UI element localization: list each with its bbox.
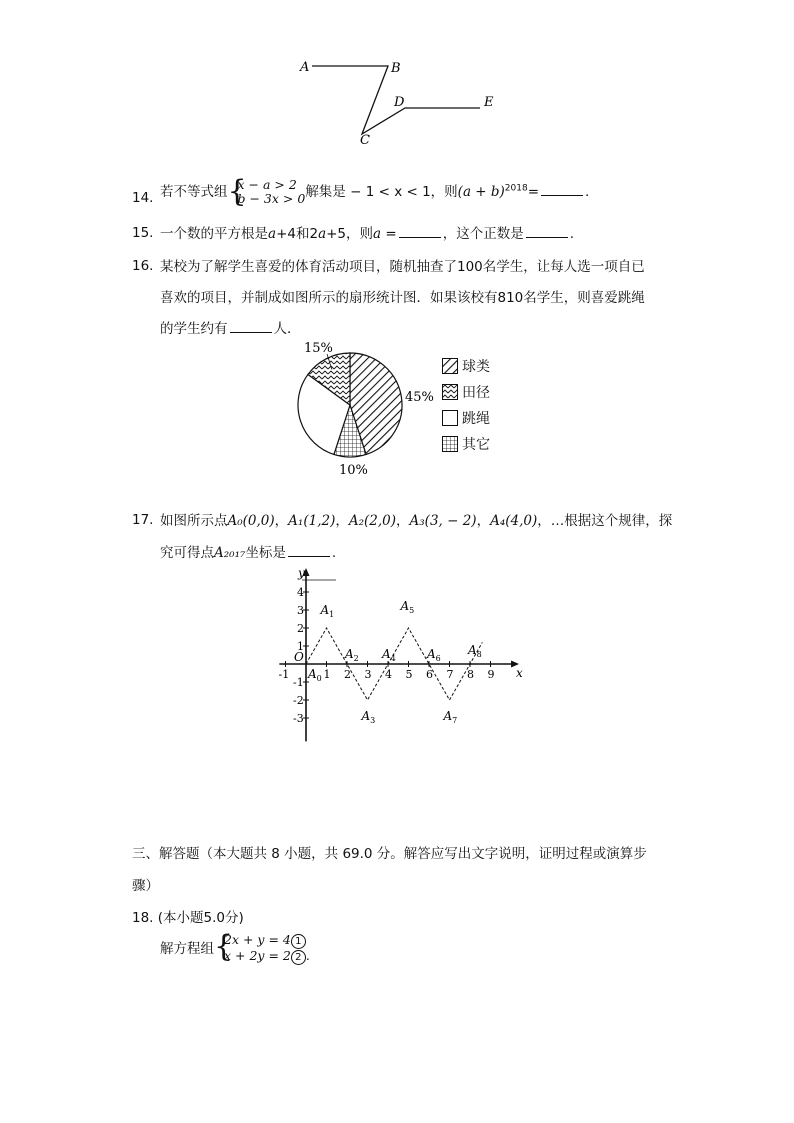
q15-blank2 bbox=[526, 225, 568, 238]
y-tick-label: 2 bbox=[297, 622, 304, 635]
q18-row2 bbox=[224, 949, 310, 965]
q17-line2a: 究可得点 bbox=[160, 545, 214, 561]
legend-item-track bbox=[442, 379, 490, 405]
x-tick-label: 4 bbox=[385, 668, 392, 681]
q14-pre: 若不等式组 bbox=[160, 184, 228, 200]
section3-line2: 骤） bbox=[132, 878, 159, 894]
q14-row1: x − a > 2 bbox=[237, 177, 297, 192]
legend-label-ball: 球类 bbox=[462, 359, 490, 375]
q16-line1: 某校为了解学生喜爱的体育活动项目，随机抽查了100名学生，让每人选一项自已 bbox=[160, 259, 645, 275]
point-label: $A_7$ bbox=[443, 709, 458, 725]
x-tick-label: 9 bbox=[487, 668, 495, 681]
q18-row1-eq: 2x + y = 4 bbox=[224, 932, 291, 947]
q16-blank bbox=[230, 320, 272, 333]
q17-blank bbox=[288, 544, 330, 557]
q17-line1: 如图所示点A₀(0,0)，A₁(1,2)，A₂(2,0)，A₃(3, − 2)，A₄(4,0)，…根据这个规律，探 bbox=[160, 513, 673, 529]
brace-icon: { bbox=[227, 174, 247, 209]
y-tick-label: -3 bbox=[293, 712, 304, 725]
q14-expr: (a + b) bbox=[457, 184, 505, 200]
pie-label-45: 45% bbox=[405, 390, 434, 405]
legend-label-track: 田径 bbox=[462, 385, 490, 401]
circled-two-icon: 2 bbox=[291, 950, 306, 965]
pie-label-10: 10% bbox=[339, 463, 368, 478]
point-label: $A_5$ bbox=[400, 599, 415, 615]
label-C: C bbox=[360, 133, 370, 148]
point-label: $A_4$ bbox=[382, 647, 396, 663]
legend-item-ball bbox=[442, 353, 490, 379]
q15-end: . bbox=[569, 226, 574, 242]
q18-system bbox=[214, 929, 310, 965]
circled-one-icon: 1 bbox=[291, 934, 306, 949]
q15-p1: 一个数的平方根是 bbox=[160, 226, 268, 242]
q15-p5: ，这个正数是 bbox=[442, 226, 524, 242]
q14-text bbox=[160, 174, 590, 209]
x-tick-label: 3 bbox=[364, 668, 372, 681]
y-tick-label: 4 bbox=[297, 586, 304, 599]
q18-head: 18. (本小题5.0分) bbox=[132, 910, 244, 926]
q14-blank bbox=[541, 183, 583, 196]
origin-label: O bbox=[294, 650, 304, 664]
q14-end: . bbox=[585, 184, 590, 200]
q14-mid: 解集是 − 1 < x < 1，则 bbox=[305, 184, 458, 200]
x-tick-label: -1 bbox=[278, 668, 290, 681]
q14-exp: 2018 bbox=[504, 183, 528, 194]
q17-pt0: A₀(0,0) bbox=[227, 513, 275, 529]
pie-chart bbox=[280, 335, 440, 480]
legend-item-other bbox=[442, 431, 490, 457]
point-label: $A_1$ bbox=[320, 603, 335, 619]
q15-text bbox=[160, 225, 574, 243]
y-axis-label: y bbox=[298, 566, 305, 580]
q14-number: 14. bbox=[132, 190, 154, 206]
blank-swatch-icon bbox=[442, 410, 458, 426]
q15-p4: = bbox=[381, 226, 397, 242]
point-label: $A_3$ bbox=[361, 709, 376, 725]
zigzag-graph bbox=[270, 562, 523, 744]
x-tick-label: 1 bbox=[323, 668, 331, 681]
q18-row1 bbox=[224, 933, 310, 949]
x-tick-label: 6 bbox=[426, 668, 433, 681]
q17-pre: 如图所示点 bbox=[160, 513, 228, 529]
zigzag-swatch-icon bbox=[442, 384, 458, 400]
point-label: $A_8$ bbox=[468, 643, 482, 659]
legend-label-other: 其它 bbox=[462, 437, 490, 453]
q15-number: 15. bbox=[132, 225, 154, 241]
q15-p3: +5，则 bbox=[326, 226, 374, 242]
q16-line3b: 人． bbox=[273, 321, 301, 337]
x-axis-label: x bbox=[516, 666, 523, 680]
angle-figure bbox=[290, 50, 510, 155]
q15-e3: a bbox=[373, 226, 382, 242]
pie-label-15: 15% bbox=[304, 341, 333, 356]
q17-pt1: A₁(1,2) bbox=[288, 513, 336, 529]
q18-pre: 解方程组 bbox=[160, 941, 214, 957]
label-D: D bbox=[394, 95, 405, 110]
x-tick-label: 2 bbox=[344, 668, 351, 681]
q17-pt4: A₄(4,0) bbox=[490, 513, 538, 529]
q18-end: . bbox=[305, 948, 310, 963]
q17-line2 bbox=[160, 544, 336, 562]
label-B: B bbox=[391, 61, 401, 76]
y-tick-label: 3 bbox=[297, 604, 304, 617]
q18-row2-eq: x + 2y = 2 bbox=[224, 948, 291, 963]
section3-line1: 三、解答题（本大题共 8 小题，共 69.0 分。解答应写出文字说明，证明过程或演算步 bbox=[132, 846, 647, 862]
x-tick-label: 7 bbox=[446, 668, 454, 681]
grid-swatch-icon bbox=[442, 436, 458, 452]
legend-label-rope: 跳绳 bbox=[462, 411, 490, 427]
q17-number: 17. bbox=[132, 512, 154, 528]
point-label: $A_0$ bbox=[308, 667, 322, 683]
q15-p2: +4和2 bbox=[276, 226, 319, 242]
label-A: A bbox=[300, 60, 310, 75]
q16-line2: 喜欢的项目，并制成如图所示的扇形统计图．如果该校有810名学生，则喜爱跳绳 bbox=[160, 290, 645, 306]
q17-post: …根据这个规律，探 bbox=[550, 513, 673, 529]
q15-e2: a bbox=[318, 226, 327, 242]
point-label: $A_2$ bbox=[345, 647, 359, 663]
pie-legend bbox=[442, 353, 490, 457]
label-E: E bbox=[484, 95, 494, 110]
q17-pt3: A₃(3, − 2) bbox=[409, 513, 477, 529]
legend-item-rope bbox=[442, 405, 490, 431]
brace-icon: { bbox=[214, 929, 234, 964]
point-label: $A_6$ bbox=[427, 647, 441, 663]
q15-blank1 bbox=[399, 225, 441, 238]
q14-system bbox=[227, 174, 306, 209]
y-tick-label: 1 bbox=[297, 640, 304, 653]
q16-line3a: 的学生约有 bbox=[160, 321, 228, 337]
hatch-swatch-icon bbox=[442, 358, 458, 374]
q17-end: . bbox=[331, 545, 337, 561]
x-tick-label: 8 bbox=[467, 668, 474, 681]
q17-line2-point: A₂₀₁₇ bbox=[214, 545, 246, 561]
q18-text bbox=[160, 929, 310, 965]
q14-eq: = bbox=[527, 184, 540, 200]
q17-line2b: 坐标是 bbox=[245, 545, 286, 561]
y-tick-label: -1 bbox=[293, 676, 304, 689]
x-tick-label: 5 bbox=[405, 668, 413, 681]
q14-row2: b − 3x > 0 bbox=[237, 191, 306, 206]
q15-e1: a bbox=[268, 226, 277, 242]
y-tick-label: -2 bbox=[293, 694, 304, 707]
q17-pt2: A₂(2,0) bbox=[348, 513, 397, 529]
q16-number: 16. bbox=[132, 258, 154, 274]
